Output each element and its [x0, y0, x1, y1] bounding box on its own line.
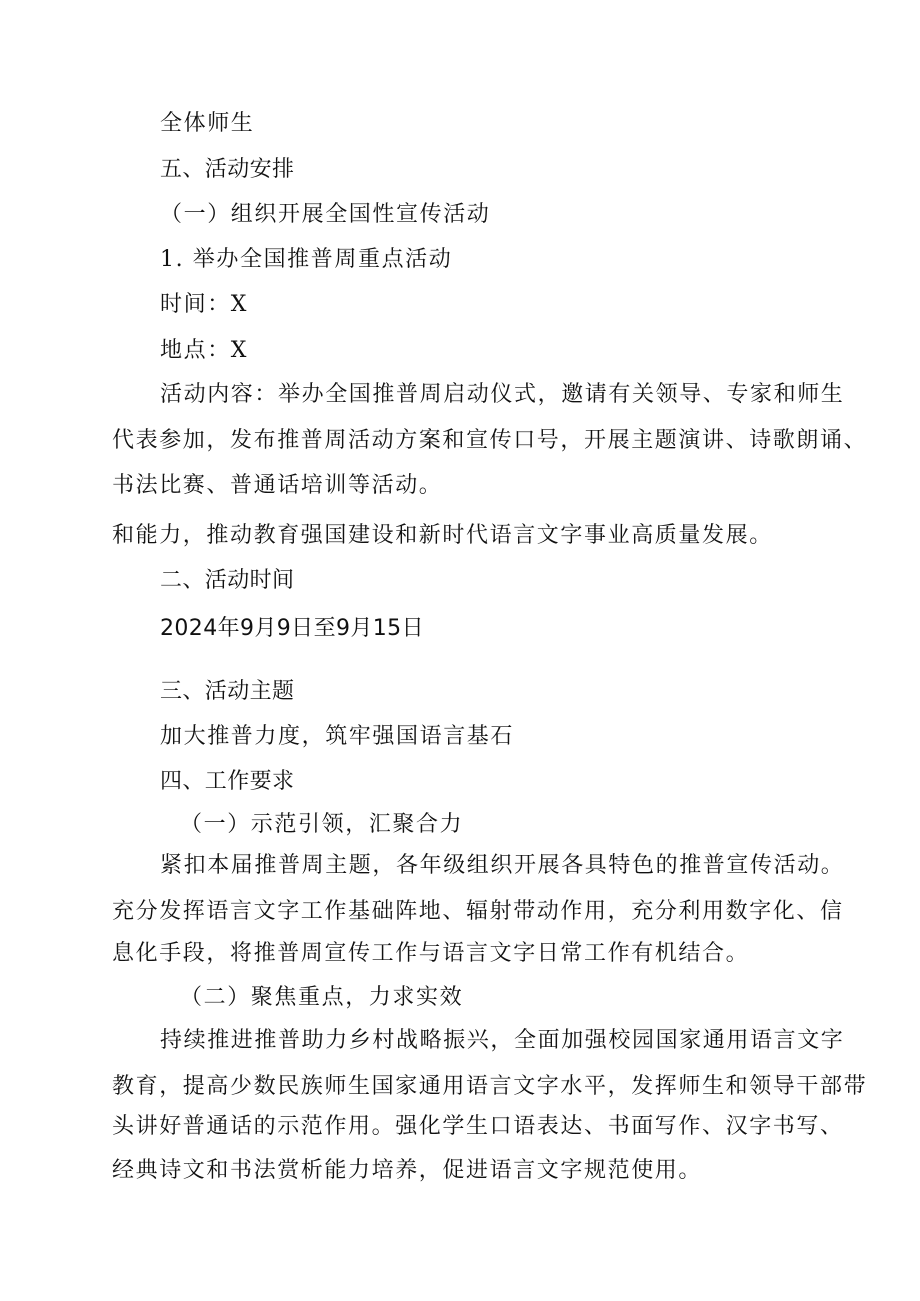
- item-heading-key-activities: 1. 举办全国推普周重点活动: [160, 247, 453, 272]
- demonstration-paragraph-line-2: 充分发挥语言文字工作基础阵地、辐射带动作用，充分利用数字化、信: [112, 899, 844, 924]
- section-heading-activity-time: 二、活动时间: [160, 568, 295, 593]
- focus-paragraph-line-4: 经典诗文和书法赏析能力培养，促进语言文字规范使用。: [112, 1158, 703, 1183]
- section-heading-activity-theme: 三、活动主题: [160, 679, 295, 704]
- goal-line: 和能力，推动教育强国建设和新时代语言文字事业高质量发展。: [112, 523, 773, 548]
- location-line: 地点：X: [160, 338, 249, 363]
- subsection-heading-national-campaign: （一）组织开展全国性宣传活动: [160, 202, 491, 227]
- subsection-heading-demonstration: （一）示范引领，汇聚合力: [180, 812, 464, 837]
- audience-line: 全体师生: [160, 111, 255, 136]
- activity-theme-text: 加大推普力度，筑牢强国语言基石: [160, 724, 515, 749]
- time-line: 时间：X: [160, 292, 249, 317]
- subsection-heading-focus: （二）聚焦重点，力求实效: [180, 985, 464, 1010]
- activity-content-line-3: 书法比赛、普通话培训等活动。: [112, 473, 443, 498]
- focus-paragraph-line-2: 教育，提高少数民族师生国家通用语言文字水平，发挥师生和领导干部带: [112, 1074, 868, 1099]
- section-heading-work-requirements: 四、工作要求: [160, 769, 295, 794]
- demonstration-paragraph-line-1: 紧扣本届推普周主题，各年级组织开展各具特色的推普宣传活动。: [160, 853, 845, 878]
- activity-content-line-1: 活动内容：举办全国推普周启动仪式，邀请有关领导、专家和师生: [160, 382, 845, 407]
- section-heading-activity-arrangement: 五、活动安排: [160, 157, 295, 182]
- activity-date-range: 2024年9月9日至9月15日: [160, 616, 424, 641]
- demonstration-paragraph-line-3: 息化手段，将推普周宣传工作与语言文字日常工作有机结合。: [112, 941, 750, 966]
- focus-paragraph-line-3: 头讲好普通话的示范作用。强化学生口语表达、书面写作、汉字书写、: [112, 1114, 844, 1139]
- focus-paragraph-line-1: 持续推进推普助力乡村战略振兴，全面加强校园国家通用语言文字: [160, 1028, 845, 1053]
- activity-content-line-2: 代表参加，发布推普周活动方案和宣传口号，开展主题演讲、诗歌朗诵、: [112, 428, 868, 453]
